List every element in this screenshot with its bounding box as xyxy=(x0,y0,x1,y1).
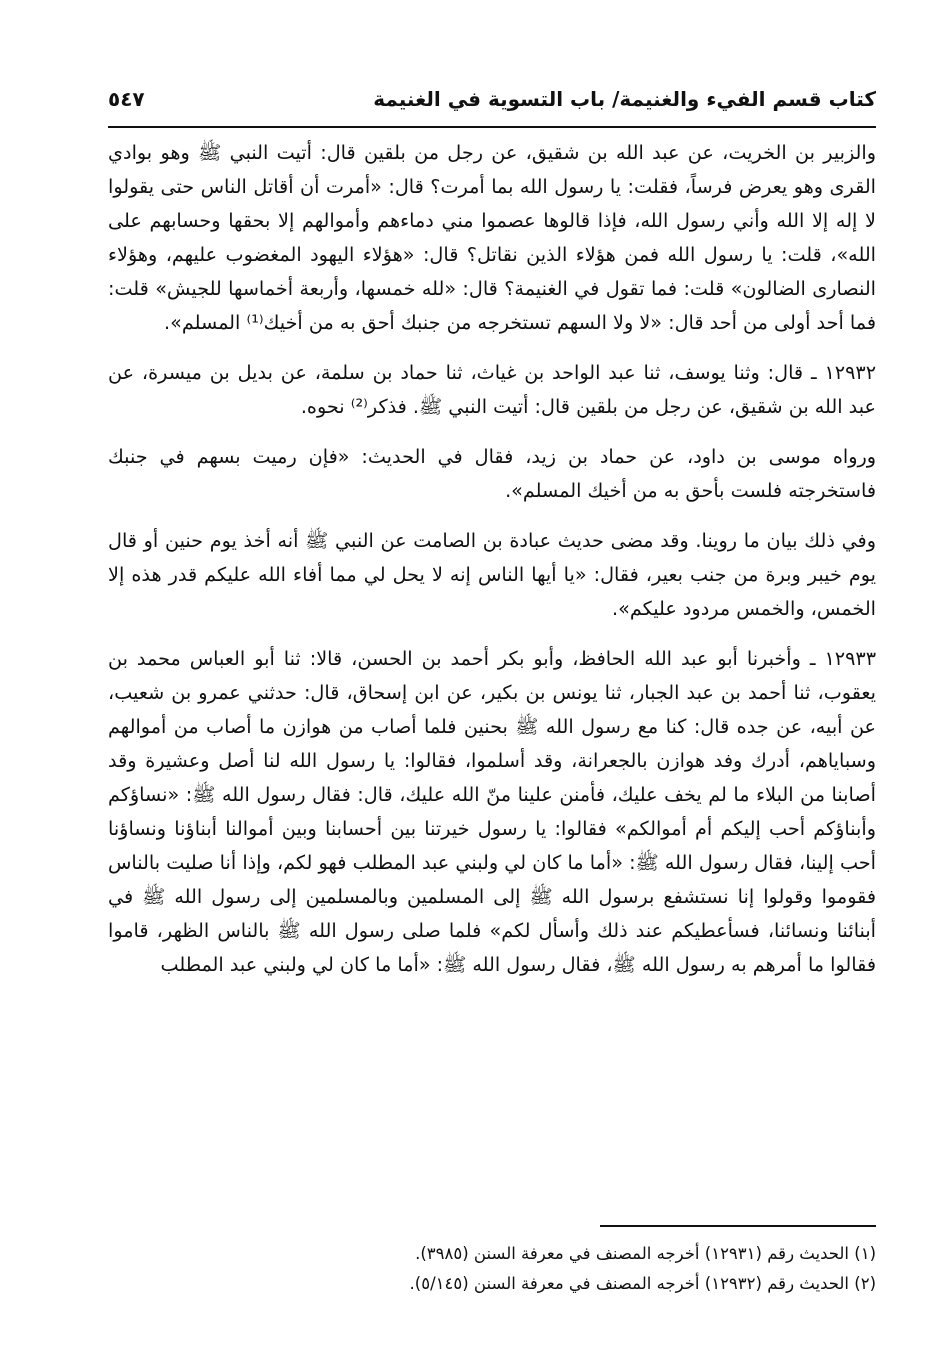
footnote-1: (١) الحديث رقم (١٢٩٣١) أخرجه المصنف في معرفة السنن (٣٩٨٥). xyxy=(415,1244,876,1263)
page-number: ٥٤٧ xyxy=(108,87,145,111)
paragraph-hadith-12932: ١٢٩٣٢ ـ قال: وثنا يوسف، ثنا عبد الواحد بن غياث، ثنا حماد بن سلمة، عن بديل بن ميسرة، عن عبد الله بن شقيق، عن رجل من بلقين قال: أتيت النبي ﷺ. فذكر⁽²⁾ نحوه. xyxy=(108,361,876,418)
header-title: كتاب قسم الفيء والغنيمة/ باب التسوية في الغنيمة xyxy=(373,87,876,111)
running-header xyxy=(108,78,876,128)
footnote-divider xyxy=(600,1225,876,1227)
main-text xyxy=(108,136,876,982)
footnote-2: (٢) الحديث رقم (١٢٩٣٢) أخرجه المصنف في معرفة السنن (٥/١٤٥). xyxy=(409,1274,876,1293)
paragraph-ubada-hadith: وفي ذلك بيان ما روينا. وقد مضى حديث عبادة بن الصامت عن النبي ﷺ أنه أخذ يوم حنين أو قال يوم خيبر وبرة من جنب بعير، فقال: «يا أيها الناس إنه لا يحل لي مما أفاء الله عليكم قدر هذه إلا الخمس، والخمس مردود عليكم». xyxy=(108,529,876,620)
paragraph-hadith-continuation: والزبير بن الخريت، عن عبد الله بن شقيق، عن رجل من بلقين قال: أتيت النبي ﷺ وهو بوادي القرى وهو يعرض فرساً، فقلت: يا رسول الله بما أمرت؟ قال: «أمرت أن أقاتل الناس حتى يقولوا لا إله إلا الله وأني رسول الله، فإذا قالوها عصموا مني دماءهم وأموالهم إلا بحقها وحسابهم على الله»، قلت: يا رسول الله فمن هؤلاء الذين نقاتل؟ قال: «هؤلاء اليهود المغضوب عليهم، وهؤلاء النصارى الضالون» قلت: فما تقول في الغنيمة؟ قال: «لله خمسها، وأربعة أخماسها للجيش» قلت: فما أحد أولى من أحد قال: «لا ولا السهم تستخرجه من جنبك أحق به من أخيك⁽¹⁾ المسلم». xyxy=(108,141,876,334)
footnotes xyxy=(108,1225,876,1299)
paragraph-hadith-12933: ١٢٩٣٣ ـ وأخبرنا أبو عبد الله الحافظ، وأبو بكر أحمد بن الحسن، قالا: ثنا أبو العباس محمد بن يعقوب، ثنا أحمد بن عبد الجبار، ثنا يونس بن بكير، عن ابن إسحاق، قال: حدثني عمرو بن شعيب، عن أبيه، عن جده قال: كنا مع رسول الله ﷺ بحنين فلما أصاب من هوازن ما أصاب من أموالهم وسباياهم، أدرك وفد هوازن بالجعرانة، وقد أسلموا، فقالوا: يا رسول الله لنا أصل وعشيرة وقد أصابنا من البلاء ما لم يخف عليك، فأمنن علينا منّ الله عليك، قال: فقال رسول الله ﷺ: «نساؤكم وأبناؤكم أحب إليكم أم أموالكم» فقالوا: يا رسول خيرتنا بين أحسابنا وبين أموالنا أبناؤنا ونساؤنا أحب إلينا، فقال رسول الله ﷺ: «أما ما كان لي ولبني عبد المطلب فهو لكم، وإذا أنا صليت بالناس فقوموا وقولوا إنا نستشفع برسول الله ﷺ إلى المسلمين وبالمسلمين إلى رسول الله ﷺ في أبنائنا ونسائنا، فسأعطيكم عند ذلك وأسأل لكم» فلما صلى رسول الله ﷺ بالناس الظهر، قاموا فقالوا ما أمرهم به رسول الله ﷺ، فقال رسول الله ﷺ: «أما ما كان لي ولبني عبد المطلب xyxy=(108,647,876,976)
paragraph-musa-narration: ورواه موسى بن داود، عن حماد بن زيد، فقال في الحديث: «فإن رميت بسهم في جنبك فاستخرجته فلست بأحق به من أخيك المسلم». xyxy=(108,445,876,502)
book-page xyxy=(108,78,876,1338)
